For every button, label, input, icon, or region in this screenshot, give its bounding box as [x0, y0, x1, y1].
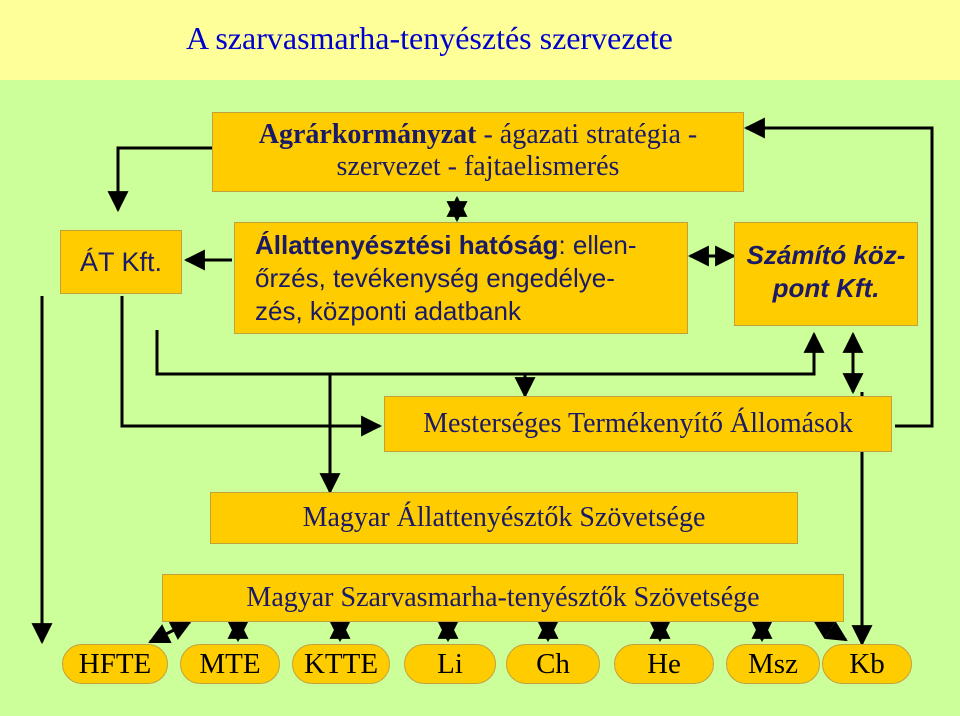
breed-pill-li — [404, 644, 496, 684]
breed-pill-he — [614, 644, 714, 684]
agrarkormanyzat-box — [212, 112, 744, 192]
connector-msz-kb — [814, 620, 846, 640]
breed-label: Ch — [536, 648, 570, 680]
breed-label: He — [647, 648, 681, 680]
agrar-rest: - ágazati stratégia - — [476, 119, 698, 150]
breed-label: MTE — [199, 648, 261, 680]
breed-label: HFTE — [78, 648, 152, 680]
allattenyesztesi-hatosag-box — [234, 222, 688, 334]
szamito-line2: pont Kft. — [772, 273, 880, 303]
page-title: A szarvasmarha-tenyésztés szervezete — [186, 20, 673, 56]
hatosag-rest: : ellen- — [558, 230, 637, 260]
at-kft-label: ÁT Kft. — [79, 247, 163, 277]
mesterseges-box — [384, 396, 892, 452]
at-kft-box — [60, 230, 182, 294]
breed-pill-hfte — [62, 644, 168, 684]
breed-pill-msz — [726, 644, 820, 684]
hatosag-line3: zés, központi adatbank — [255, 296, 521, 326]
mae-box — [210, 492, 798, 544]
szamito-kozpont-box — [734, 222, 918, 326]
breed-label: KTTE — [303, 648, 379, 680]
breed-label: Kb — [849, 648, 885, 680]
mszt-label: Magyar Szarvasmarha-tenyésztők Szövetsége — [246, 582, 760, 613]
breed-pill-ktte — [292, 644, 390, 684]
hatosag-bold: Állattenyésztési hatóság — [255, 230, 559, 260]
mszt-box — [162, 574, 844, 622]
agrar-bold: Agrárkormányzat — [258, 119, 477, 150]
breed-pill-ch — [506, 644, 600, 684]
agrar-line2: szervezet - fajtaelismerés — [336, 151, 620, 182]
breed-label: Msz — [748, 648, 798, 680]
mesterseges-label: Mesterséges Termékenyítő Állomások — [423, 408, 853, 439]
hatosag-line2: őrzés, tevékenység engedélye- — [255, 263, 615, 293]
connector-msz-hfte — [150, 622, 190, 642]
mae-label: Magyar Állattenyésztők Szövetsége — [302, 502, 706, 533]
connector-agrar-atkft — [118, 148, 212, 210]
breed-label: Li — [437, 648, 463, 680]
breed-pill-kb — [822, 644, 912, 684]
connector-bus-top — [157, 330, 814, 374]
breed-pill-mte — [180, 644, 280, 684]
szamito-line1: Számító köz- — [746, 240, 906, 270]
